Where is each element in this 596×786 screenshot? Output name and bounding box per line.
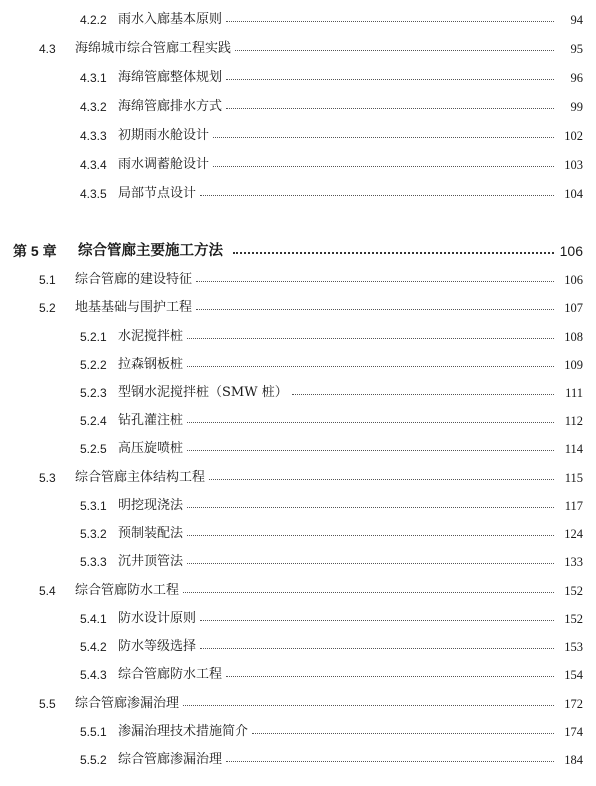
toc-entry-5-2-3[interactable] (0, 381, 596, 405)
entry-page-number: 152 (564, 612, 583, 626)
entry-page-number: 95 (570, 42, 583, 56)
toc-entry-4-3-4[interactable] (0, 153, 596, 177)
entry-page-number: 99 (570, 100, 583, 114)
dot-leader (187, 366, 554, 367)
dot-leader (196, 309, 554, 310)
entry-number: 4.3.1 (80, 71, 107, 85)
entry-title: 沉井顶管法 (118, 554, 184, 569)
dot-leader (187, 422, 554, 423)
dot-leader (187, 563, 554, 564)
chapter-title: 综合管廊主要施工方法 (78, 242, 223, 259)
entry-page-number: 112 (564, 414, 583, 428)
toc-entry-5-4-2[interactable] (0, 635, 596, 659)
entry-number: 5.3.1 (80, 499, 107, 513)
entry-page-number: 106 (564, 273, 583, 287)
entry-number: 4.3 (39, 42, 56, 56)
dot-leader (226, 761, 554, 762)
toc-entry-5-3-2[interactable] (0, 522, 596, 546)
toc-entry-5-3[interactable] (0, 466, 596, 490)
entry-title: 综合管廊主体结构工程 (75, 470, 206, 485)
entry-title: 综合管廊防水工程 (118, 667, 223, 682)
entry-title: 综合管廊渗漏治理 (118, 752, 223, 767)
toc-entry-5-2-4[interactable] (0, 409, 596, 433)
dot-leader (213, 137, 554, 138)
entry-title: 地基基础与围护工程 (75, 300, 193, 315)
toc-entry-5-5-1[interactable] (0, 720, 596, 744)
chapter-page-number: 106 (559, 243, 583, 259)
entry-title: 钻孔灌注桩 (118, 413, 184, 428)
dot-leader (226, 79, 554, 80)
entry-page-number: 108 (564, 330, 583, 344)
toc-entry-5-3-3[interactable] (0, 550, 596, 574)
entry-number: 4.3.3 (80, 129, 107, 143)
dot-leader (183, 705, 554, 706)
dot-leader (226, 108, 554, 109)
entry-title: 综合管廊的建设特征 (75, 272, 193, 287)
entry-number: 5.3 (39, 471, 56, 485)
entry-number: 5.5.2 (80, 753, 107, 767)
entry-title: 型钢水泥搅拌桩（SMW 桩） (118, 385, 288, 400)
entry-number: 5.2.2 (80, 358, 107, 372)
entry-number: 5.2.1 (80, 330, 107, 344)
entry-page-number: 124 (564, 527, 583, 541)
entry-page-number: 103 (564, 158, 583, 172)
dot-leader (196, 281, 554, 282)
entry-number: 5.3.3 (80, 555, 107, 569)
entry-number: 5.2.5 (80, 442, 107, 456)
toc-entry-5-2-1[interactable] (0, 325, 596, 349)
toc-chapter-5[interactable] (0, 239, 596, 263)
dot-leader (183, 592, 554, 593)
entry-title: 防水等级选择 (118, 639, 197, 654)
entry-page-number: 96 (570, 71, 583, 85)
entry-page-number: 117 (564, 499, 583, 513)
entry-title: 明挖现浇法 (118, 498, 184, 513)
entry-title: 海绵管廊整体规划 (118, 70, 223, 85)
entry-page-number: 94 (570, 13, 583, 27)
dot-leader (209, 479, 554, 480)
entry-number: 5.2 (39, 301, 56, 315)
entry-number: 5.4.3 (80, 668, 107, 682)
toc-entry-5-1[interactable] (0, 268, 596, 292)
entry-number: 5.4.1 (80, 612, 107, 626)
entry-number: 4.2.2 (80, 13, 107, 27)
entry-page-number: 153 (564, 640, 583, 654)
entry-title: 海绵管廊排水方式 (118, 99, 223, 114)
entry-title: 海绵城市综合管廊工程实践 (75, 41, 232, 56)
toc-entry-4-3[interactable] (0, 37, 596, 61)
entry-number: 4.3.2 (80, 100, 107, 114)
entry-page-number: 133 (564, 555, 583, 569)
entry-number: 5.3.2 (80, 527, 107, 541)
entry-page-number: 114 (564, 442, 583, 456)
dot-leader (226, 21, 554, 22)
entry-page-number: 174 (564, 725, 583, 739)
entry-page-number: 104 (564, 187, 583, 201)
entry-title: 拉森钢板桩 (118, 357, 184, 372)
dot-leader (200, 620, 554, 621)
entry-number: 5.4.2 (80, 640, 107, 654)
entry-page-number: 172 (564, 697, 583, 711)
toc-entry-4-3-1[interactable] (0, 66, 596, 90)
entry-page-number: 152 (564, 584, 583, 598)
entry-page-number: 111 (565, 386, 583, 400)
toc-entry-5-3-1[interactable] (0, 494, 596, 518)
entry-number: 5.1 (39, 273, 56, 287)
toc-entry-5-2-5[interactable] (0, 437, 596, 461)
entry-title: 雨水入廊基本原则 (118, 12, 223, 27)
entry-number: 4.3.4 (80, 158, 107, 172)
entry-title: 局部节点设计 (118, 186, 197, 201)
entry-page-number: 109 (564, 358, 583, 372)
toc-entry-5-5-2[interactable] (0, 748, 596, 772)
entry-number: 5.5 (39, 697, 56, 711)
toc-entry-4-2-2[interactable] (0, 8, 596, 32)
toc-entry-4-3-3[interactable] (0, 124, 596, 148)
entry-page-number: 154 (564, 668, 583, 682)
dot-leader (292, 394, 554, 395)
entry-title: 综合管廊防水工程 (75, 583, 180, 598)
toc-entry-5-4-3[interactable] (0, 663, 596, 687)
entry-title: 高压旋喷桩 (118, 441, 184, 456)
dot-leader (187, 507, 554, 508)
entry-number: 5.5.1 (80, 725, 107, 739)
entry-title: 初期雨水舱设计 (118, 128, 210, 143)
toc-entry-5-4[interactable] (0, 579, 596, 603)
dot-leader (187, 535, 554, 536)
dot-leader (200, 648, 554, 649)
entry-title: 防水设计原则 (118, 611, 197, 626)
entry-title: 水泥搅拌桩 (118, 329, 184, 344)
entry-page-number: 107 (564, 301, 583, 315)
entry-page-number: 115 (564, 471, 583, 485)
dot-leader (235, 50, 554, 51)
toc-entry-4-3-5[interactable] (0, 182, 596, 206)
dot-leader (200, 195, 554, 196)
entry-number: 5.4 (39, 584, 56, 598)
entry-title: 雨水调蓄舱设计 (118, 157, 210, 172)
dot-leader (187, 338, 554, 339)
toc-entry-5-5[interactable] (0, 692, 596, 716)
entry-title: 综合管廊渗漏治理 (75, 696, 180, 711)
dot-leader (226, 676, 554, 677)
toc-entry-5-2[interactable] (0, 296, 596, 320)
entry-title: 预制装配法 (118, 526, 184, 541)
entry-page-number: 102 (564, 129, 583, 143)
dot-leader (213, 166, 554, 167)
dot-leader (233, 252, 554, 254)
entry-page-number: 184 (564, 753, 583, 767)
entry-number: 5.2.3 (80, 386, 107, 400)
dot-leader (252, 733, 554, 734)
entry-title: 渗漏治理技术措施简介 (118, 724, 249, 739)
dot-leader (187, 450, 554, 451)
chapter-number: 第 5 章 (13, 243, 57, 259)
toc-entry-5-4-1[interactable] (0, 607, 596, 631)
toc-entry-4-3-2[interactable] (0, 95, 596, 119)
entry-number: 5.2.4 (80, 414, 107, 428)
entry-number: 4.3.5 (80, 187, 107, 201)
toc-entry-5-2-2[interactable] (0, 353, 596, 377)
